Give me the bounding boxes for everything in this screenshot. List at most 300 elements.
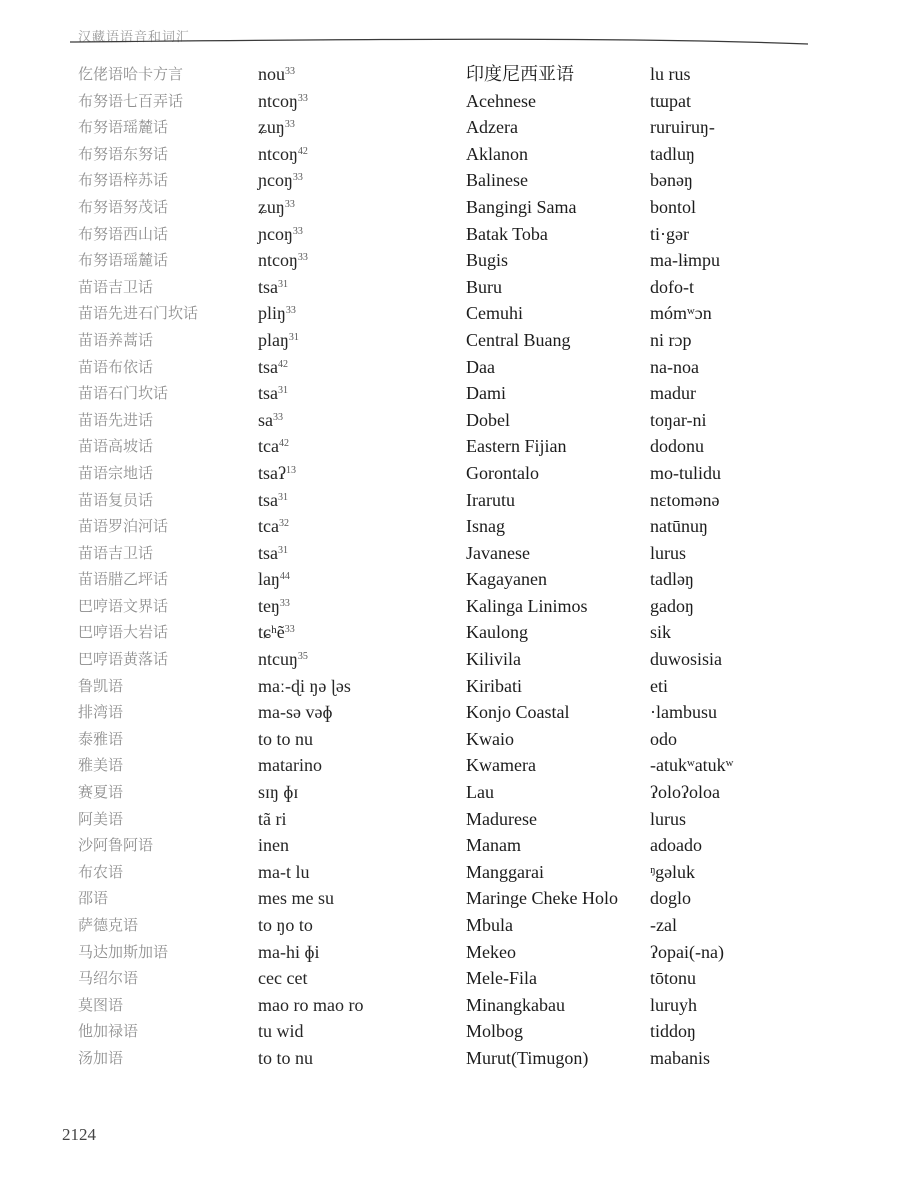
language-name <box>466 673 646 700</box>
language-name-text: Kwamera <box>466 755 536 776</box>
word-form-text: nɛtomənə <box>650 489 720 510</box>
word-form-text: tiddoŋ <box>650 1021 696 1042</box>
word-form <box>650 61 850 88</box>
language-name <box>466 779 646 806</box>
language-name-text: Isnag <box>466 516 505 537</box>
language-name <box>78 779 248 806</box>
word-form-text: tsa <box>258 542 278 563</box>
word-form-text: ʔopai(-na) <box>650 941 724 962</box>
language-name <box>78 540 248 567</box>
word-form <box>258 194 458 221</box>
word-form-text: inen <box>258 835 289 856</box>
word-form-text: sik <box>650 622 672 643</box>
word-form-text: ma-hi ɸi <box>258 941 320 962</box>
tone-number: 33 <box>284 198 295 210</box>
language-name <box>78 487 248 514</box>
word-form <box>258 699 458 726</box>
language-name <box>78 646 248 673</box>
language-name-text: Irarutu <box>466 489 515 510</box>
language-name <box>78 407 248 434</box>
word-form-text: duwosisia <box>650 649 722 670</box>
language-name <box>78 965 248 992</box>
word-form <box>650 939 850 966</box>
word-form <box>650 487 850 514</box>
language-name-text: Kwaio <box>466 728 514 749</box>
language-name <box>466 114 646 141</box>
language-name-text: Kalinga Linimos <box>466 595 588 616</box>
word-form-text: nou <box>258 64 285 84</box>
left-form-column <box>258 61 458 1072</box>
language-name-text: Eastern Fijian <box>466 436 567 457</box>
word-form <box>650 885 850 912</box>
word-form <box>258 114 458 141</box>
language-name-text: 苗语吉卫话 <box>78 277 154 296</box>
word-form <box>258 274 458 301</box>
language-name <box>466 699 646 726</box>
word-form <box>650 593 850 620</box>
word-form <box>258 992 458 1019</box>
word-form-text: tsa <box>258 383 278 404</box>
language-name <box>78 992 248 1019</box>
word-form-text: dofo-t <box>650 276 694 297</box>
language-name <box>78 88 248 115</box>
language-name-text: 苗语复员话 <box>78 490 154 509</box>
word-form <box>258 540 458 567</box>
tone-number: 33 <box>284 119 295 131</box>
word-form-text: na-noa <box>650 356 699 377</box>
word-form <box>650 779 850 806</box>
word-form <box>650 540 850 567</box>
left-language-column <box>78 61 248 1072</box>
word-form-text: ᵑgəluk <box>650 861 696 882</box>
word-form <box>258 167 458 194</box>
language-name-text: 汤加语 <box>78 1048 124 1067</box>
word-form-text: adoado <box>650 835 702 856</box>
tone-number: 33 <box>297 92 308 104</box>
language-name <box>466 300 646 327</box>
language-name-text: 赛夏语 <box>78 783 124 802</box>
word-form <box>258 779 458 806</box>
language-name-text: 马绍尔语 <box>78 969 139 988</box>
language-name <box>466 806 646 833</box>
word-form <box>650 806 850 833</box>
language-name <box>466 726 646 753</box>
language-name <box>466 407 646 434</box>
word-form <box>258 327 458 354</box>
word-form <box>650 407 850 434</box>
language-name <box>466 327 646 354</box>
language-name-text: 布努语西山话 <box>78 224 169 243</box>
language-name <box>78 354 248 381</box>
word-form-text: ʔoloʔoloa <box>650 782 720 803</box>
word-form-text: madur <box>650 383 696 404</box>
word-form-text: ʑuŋ <box>258 196 285 217</box>
word-form-text: tadluŋ <box>650 143 695 164</box>
language-name-text: 雅美语 <box>78 756 124 775</box>
running-header: 汉藏语语音和词汇 <box>78 30 191 45</box>
language-name-text: 萨德克语 <box>78 916 139 934</box>
tone-number: 32 <box>278 518 289 530</box>
word-form-text: bənəŋ <box>650 170 693 191</box>
right-language-column <box>466 61 646 1072</box>
tone-number: 33 <box>285 305 296 317</box>
word-form <box>650 221 850 248</box>
word-form-text: tōtonu <box>650 968 697 989</box>
word-form <box>650 699 850 726</box>
language-name <box>466 460 646 487</box>
language-name-text: 马达加斯加语 <box>78 942 169 961</box>
word-form <box>650 1045 850 1072</box>
tone-number: 42 <box>297 145 308 157</box>
language-name <box>466 61 646 88</box>
language-name <box>78 141 248 168</box>
word-form <box>258 61 458 88</box>
tone-number: 31 <box>278 491 288 503</box>
tone-number: 31 <box>278 544 288 556</box>
language-name-text: 苗语先进石门坎话 <box>78 304 199 323</box>
language-name <box>78 699 248 726</box>
language-name <box>78 832 248 859</box>
word-form <box>650 859 850 886</box>
word-form-text: doglo <box>650 888 692 909</box>
language-name-text: 布努语七百弄话 <box>78 91 184 110</box>
word-form-text: ruruiruŋ- <box>650 117 715 138</box>
language-name-text: 苗语先进话 <box>78 410 154 429</box>
language-name <box>78 1045 248 1072</box>
language-name-text: Cemuhi <box>466 303 523 324</box>
language-name-text: 莫图语 <box>78 995 124 1014</box>
word-form <box>650 752 850 779</box>
language-name-text: Acehnese <box>466 90 536 111</box>
word-form-text: tɯpat <box>650 90 691 111</box>
word-form-text: toŋar-ni <box>650 409 707 430</box>
language-name <box>78 859 248 886</box>
language-name-text: Bugis <box>466 250 509 271</box>
language-name-text: 苗语养蒿话 <box>78 330 154 349</box>
language-name-text: 苗语石门坎话 <box>78 384 169 403</box>
language-name <box>466 752 646 779</box>
language-name <box>78 327 248 354</box>
language-name <box>466 194 646 221</box>
tone-number: 33 <box>285 66 295 77</box>
word-form <box>650 726 850 753</box>
language-name <box>466 141 646 168</box>
word-form <box>650 114 850 141</box>
language-name <box>78 912 248 939</box>
word-form <box>650 566 850 593</box>
language-name-text: Gorontalo <box>466 462 539 483</box>
word-form <box>258 832 458 859</box>
language-name <box>78 114 248 141</box>
language-name-text: Aklanon <box>466 143 528 164</box>
language-name <box>466 540 646 567</box>
tone-number: 42 <box>278 358 288 370</box>
word-form <box>258 300 458 327</box>
word-form-text: ti·gər <box>650 223 689 244</box>
word-form <box>650 433 850 460</box>
word-form-text: sɪŋ ɸɪ <box>258 782 299 803</box>
word-form <box>258 88 458 115</box>
language-name <box>466 487 646 514</box>
word-form-text: luruyh <box>650 994 697 1015</box>
word-form <box>258 513 458 540</box>
word-form <box>258 487 458 514</box>
tone-number: 44 <box>279 571 290 583</box>
word-form-text: tɕʰẽ <box>258 622 285 643</box>
language-name <box>466 593 646 620</box>
word-form-text: mo-tulidu <box>650 462 721 483</box>
language-name-text: Daa <box>466 356 495 377</box>
word-form-text: tsa <box>258 489 278 510</box>
language-name-text: 布努语瑶麓话 <box>78 118 169 137</box>
header-rule <box>0 30 900 54</box>
word-form <box>258 221 458 248</box>
tone-number: 33 <box>279 597 290 609</box>
language-name-text: Javanese <box>466 542 530 563</box>
word-form-text: teŋ <box>258 595 280 616</box>
word-form-text: tadləŋ <box>650 569 694 590</box>
word-form <box>650 88 850 115</box>
language-name-text: Minangkabau <box>466 994 565 1015</box>
word-form-text: to to nu <box>258 728 314 749</box>
word-form-text: cec cet <box>258 968 308 989</box>
language-name-text: Maringe Cheke Holo <box>466 888 618 909</box>
language-name-text: 印度尼西亚语 <box>466 64 574 84</box>
word-form-text: maː-ɖi ŋə ɭəs <box>258 675 351 696</box>
language-name-text: Balinese <box>466 170 528 191</box>
language-name-text: 仡佬语哈卡方言 <box>78 65 184 83</box>
tone-number: 35 <box>297 651 308 663</box>
language-name <box>466 167 646 194</box>
language-name <box>466 380 646 407</box>
language-name-text: Kiribati <box>466 675 522 696</box>
right-form-column <box>650 61 850 1072</box>
language-name-text: Manggarai <box>466 861 544 882</box>
word-form-text: ɲcoŋ <box>258 223 293 244</box>
tone-number: 33 <box>297 252 308 264</box>
language-name-text: 苗语吉卫话 <box>78 543 154 562</box>
word-form <box>258 912 458 939</box>
language-name <box>78 752 248 779</box>
language-name <box>466 1018 646 1045</box>
language-name <box>78 247 248 274</box>
language-name-text: Batak Toba <box>466 223 548 244</box>
word-form-text: dodonu <box>650 436 704 457</box>
language-name-text: 布努语瑶麓话 <box>78 251 169 270</box>
language-name <box>78 221 248 248</box>
word-form-text: lurus <box>650 542 686 563</box>
word-form-text: tã ri <box>258 808 287 829</box>
word-form-text: ʑuŋ <box>258 117 285 138</box>
word-form-text: gadoŋ <box>650 595 694 616</box>
word-form-text: matarino <box>258 755 322 776</box>
language-name <box>78 300 248 327</box>
word-form <box>650 167 850 194</box>
language-name-text: 苗语布依话 <box>78 357 154 376</box>
language-name <box>78 460 248 487</box>
language-name-text: 巴哼语大岩话 <box>78 623 169 642</box>
language-name <box>466 939 646 966</box>
language-name-text: 布努语努茂话 <box>78 197 169 216</box>
word-form <box>258 460 458 487</box>
language-name-text: 苗语罗泊河话 <box>78 517 169 536</box>
word-form-text: tu wid <box>258 1021 304 1042</box>
word-form-text: tsaʔ <box>258 462 286 483</box>
word-form-text: ni rɔp <box>650 329 692 350</box>
language-name <box>466 619 646 646</box>
language-name-text: 苗语高坡话 <box>78 437 154 456</box>
language-name <box>466 354 646 381</box>
word-form <box>650 965 850 992</box>
language-name-text: Kilivila <box>466 649 521 670</box>
language-name-text: 鲁凯语 <box>78 676 124 695</box>
word-form <box>258 380 458 407</box>
word-form-text: mes me su <box>258 888 334 909</box>
page-number: 2124 <box>62 1125 96 1144</box>
word-form-text: tsa <box>258 276 278 297</box>
language-name <box>78 939 248 966</box>
word-form <box>258 247 458 274</box>
language-name <box>466 247 646 274</box>
word-form <box>258 1018 458 1045</box>
language-name <box>466 513 646 540</box>
word-form <box>258 141 458 168</box>
language-name-text: 邵语 <box>78 889 109 908</box>
word-form <box>650 513 850 540</box>
language-name-text: 苗语腊乙坪话 <box>78 570 169 589</box>
language-name <box>466 433 646 460</box>
language-name <box>78 806 248 833</box>
word-form <box>258 593 458 620</box>
word-form <box>258 726 458 753</box>
language-name <box>466 566 646 593</box>
tone-number: 31 <box>278 385 288 397</box>
word-form-text: tsa <box>258 356 278 377</box>
language-name-text: Konjo Coastal <box>466 702 570 723</box>
language-name-text: 布农语 <box>78 862 124 881</box>
word-form-text: ·lambusu <box>650 702 717 723</box>
word-form-text: ntcoŋ <box>258 90 298 111</box>
word-form-text: mómʷɔn <box>650 303 712 324</box>
word-form <box>650 194 850 221</box>
language-name <box>78 167 248 194</box>
word-form <box>258 433 458 460</box>
tone-number: 31 <box>278 278 288 290</box>
language-name <box>466 912 646 939</box>
language-name-text: 泰雅语 <box>78 729 124 748</box>
word-form <box>258 407 458 434</box>
word-form <box>650 354 850 381</box>
language-name <box>466 992 646 1019</box>
word-form-text: ɲcoŋ <box>258 170 293 191</box>
language-name <box>78 619 248 646</box>
word-form <box>258 859 458 886</box>
language-name-text: Dobel <box>466 409 510 430</box>
tone-number: 33 <box>284 624 295 636</box>
word-form <box>650 380 850 407</box>
language-name-text: 巴哼语文界话 <box>78 596 169 615</box>
word-form-text: tca <box>258 516 279 537</box>
language-name-text: Kagayanen <box>466 569 547 590</box>
word-form-text: laŋ <box>258 569 280 590</box>
tone-number: 33 <box>292 225 303 237</box>
language-name <box>466 274 646 301</box>
word-form <box>258 566 458 593</box>
word-form <box>650 646 850 673</box>
language-name-text: Manam <box>466 835 521 856</box>
word-form-text: tca <box>258 436 279 457</box>
language-name <box>78 726 248 753</box>
word-form <box>650 274 850 301</box>
word-form-text: ma-t lu <box>258 861 310 882</box>
word-form-text: to to nu <box>258 1047 314 1068</box>
language-name <box>78 885 248 912</box>
language-name <box>466 832 646 859</box>
language-name <box>466 88 646 115</box>
language-name-text: Adzera <box>466 117 518 138</box>
word-form-text: lurus <box>650 808 686 829</box>
word-form <box>650 300 850 327</box>
word-form <box>258 806 458 833</box>
language-name <box>78 513 248 540</box>
word-form <box>258 619 458 646</box>
language-name-text: 布努语东努话 <box>78 144 169 163</box>
language-name-text: 他加禄语 <box>78 1022 139 1041</box>
language-name-text: Mele-Fila <box>466 968 537 989</box>
language-name <box>78 380 248 407</box>
language-name <box>466 221 646 248</box>
word-form-text: natūnuŋ <box>650 516 708 537</box>
word-form <box>650 912 850 939</box>
language-name <box>466 859 646 886</box>
word-form-text: ntcuŋ <box>258 649 298 670</box>
language-name <box>78 673 248 700</box>
word-form <box>650 247 850 274</box>
tone-number: 33 <box>292 172 303 184</box>
word-form <box>258 939 458 966</box>
language-name <box>466 885 646 912</box>
language-name <box>78 194 248 221</box>
word-form <box>258 354 458 381</box>
language-name-text: Dami <box>466 383 506 404</box>
language-name-text: Kaulong <box>466 622 528 643</box>
word-form-text: ntcoŋ <box>258 143 298 164</box>
tone-number: 33 <box>273 411 283 423</box>
language-name <box>78 274 248 301</box>
language-name <box>78 61 248 88</box>
word-form <box>650 141 850 168</box>
word-form <box>650 619 850 646</box>
language-name-text: 巴哼语黄落话 <box>78 650 169 669</box>
word-form-text: bontol <box>650 196 697 217</box>
word-form <box>258 646 458 673</box>
language-name-text: Mbula <box>466 915 513 935</box>
tone-number: 42 <box>278 438 289 450</box>
language-name-text: Bangingi Sama <box>466 196 577 217</box>
language-name <box>466 646 646 673</box>
word-form-text: -atukʷatukʷ <box>650 755 734 776</box>
word-form <box>650 1018 850 1045</box>
language-name-text: 苗语宗地话 <box>78 463 154 482</box>
word-form <box>258 885 458 912</box>
word-form-text: sa <box>258 409 273 430</box>
word-form-text: pliŋ <box>258 303 286 324</box>
word-form <box>650 673 850 700</box>
word-form-text: ntcoŋ <box>258 250 298 271</box>
language-name-text: Madurese <box>466 808 537 829</box>
word-form-text: mao ro mao ro <box>258 994 364 1015</box>
word-form-text: odo <box>650 728 677 749</box>
